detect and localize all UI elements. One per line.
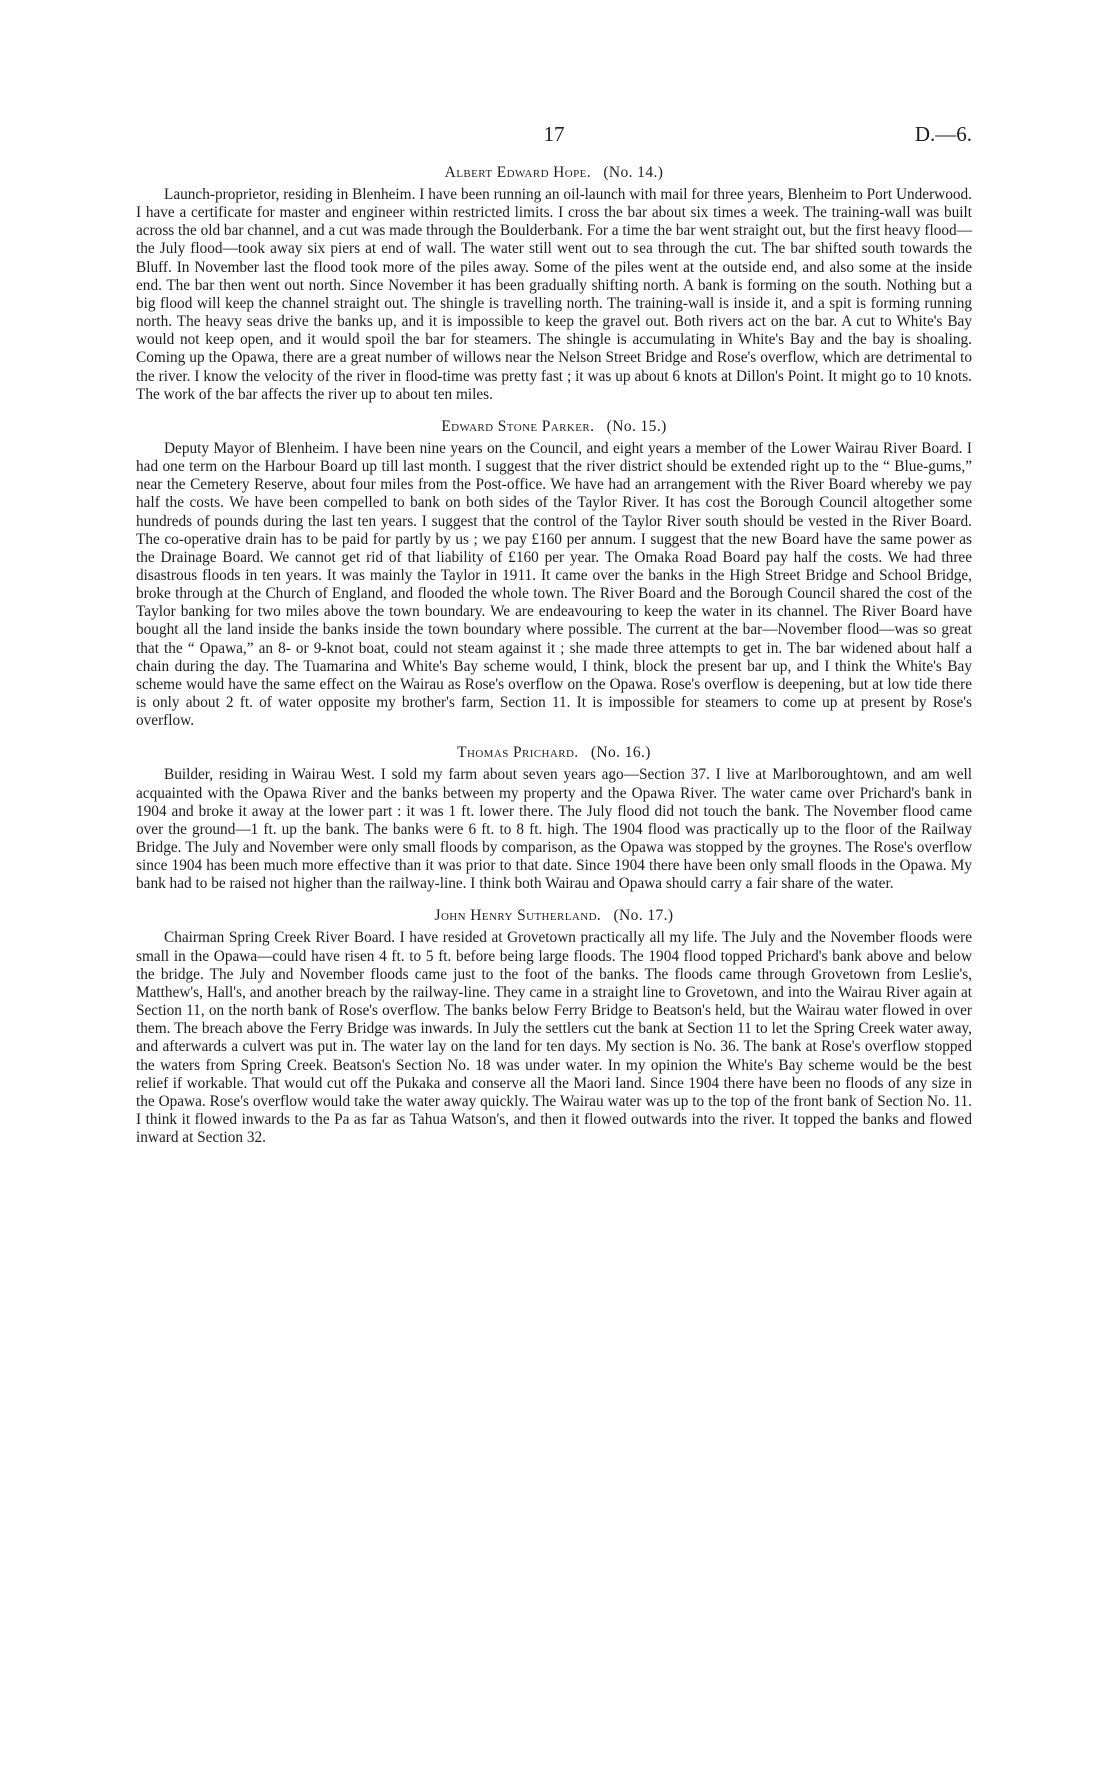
witness-number: (No. 15.) bbox=[606, 417, 667, 435]
witness-number: (No. 16.) bbox=[590, 744, 651, 762]
witness-heading bbox=[136, 418, 972, 436]
witness-name: Edward Stone Parker. bbox=[441, 417, 595, 435]
witness-heading bbox=[136, 164, 972, 182]
testimony-text: Chairman Spring Creek River Board. I have resided at Grovetown practically all my life. The July and the November floods were small in the Opawa—could have risen 4 ft. to 5 ft. before being large floods. The 1904 flood topped Prichard's bank above and below the bridge. The July and November floods came just to the foot of the banks. The floods came through Grovetown from Leslie's, Matthew's, Hall's, and another breach by the railway-line. They came in a straight line to Grovetown, and into the Wairau River again at Section 11, on the north bank of Rose's overflow. The banks below Ferry Bridge to Beatson's held, but the Wairau water flowed in over them. The breach above the Ferry Bridge was inwards. In July the settlers cut the bank at Section 11 to let the Spring Creek water away, and afterwards a culvert was put in. The water lay on the land for ten days. My section is No. 36. The bank at Rose's overflow stopped the waters from Spring Creek. Beatson's Section No. 18 was under water. In my opinion the White's Bay scheme would be the best relief if workable. That would cut off the Pukaka and conserve all the Maori land. Since 1904 there have been no floods of any size in the Opawa. Rose's overflow would take the water away quickly. The Wairau water was up to the top of the front bank of Section No. 11. I think it flowed inwards to the Pa as far as Tahua Watson's, and then it flowed outwards into the river. It topped the banks and flowed inward at Section 32. bbox=[136, 929, 972, 1147]
witness-number: (No. 17.) bbox=[613, 907, 674, 925]
document-reference: D.—6. bbox=[914, 122, 972, 146]
page-number: 17 bbox=[543, 122, 565, 146]
witness-heading bbox=[136, 744, 972, 762]
witness-section-17 bbox=[136, 907, 972, 1147]
witness-heading bbox=[136, 907, 972, 925]
witness-section-15 bbox=[136, 418, 972, 731]
witness-number: (No. 14.) bbox=[603, 164, 664, 181]
testimony-text: Launch-proprietor, residing in Blenheim. I have been running an oil-launch with mail for three years, Blenheim to Port Underwood. I have a certificate for master and engineer within restricted limits. I cross the bar about six times a week. The training-wall was built across the old bar channel, and a cut was made through the Boulderbank. For a time the bar went straight out, but the first heavy flood—the July flood—took away six piers at end of wall. The water still went out to sea through the cut. The bar shifted south towards the Bluff. In November last the flood took more of the piles away. Some of the piles went at the outside end, and also some at the inside end. The bar then went out north. Since November it has been gradually shifting north. A bank is forming on the south. Nothing but a big flood will keep the channel straight out. The shingle is travelling north. The training-wall is inside it, and a spit is forming running north. The heavy seas drive the banks up, and it is impossible to keep the gravel out. Both rivers act on the bar. A cut to White's Bay would not keep open, and it would spoil the bar for steamers. The shingle is accumulating in White's Bay and the bay is shoaling. Coming up the Opawa, there are a great number of willows near the Nelson Street Bridge and Rose's overflow, which are detrimental to the river. I know the velocity of the river in flood-time was pretty fast ; it was up about 6 knots at Dillon's Point. It might go to 10 knots. The work of the bar affects the river up to about ten miles. bbox=[136, 186, 973, 403]
witness-name: John Henry Sutherland. bbox=[434, 907, 602, 925]
witness-section-14 bbox=[136, 164, 972, 404]
witness-name: Thomas Prichard. bbox=[457, 744, 579, 762]
page-header bbox=[136, 120, 972, 160]
document-page bbox=[136, 120, 972, 1147]
testimony-text: Builder, residing in Wairau West. I sold my farm about seven years ago—Section 37. I live at Marlboroughtown, and am well acquainted with the Opawa River and the banks between my property and the Opawa River. The water came over Prichard's bank in 1904 and broke it away at the lower part : it was 1 ft. lower there. The July flood did not touch the bank. The November flood came over the ground—1 ft. up the bank. The banks were 6 ft. to 8 ft. high. The 1904 flood was practically up to the floor of the Railway Bridge. The July and November were only small floods by comparison, as the Opawa was stopped by the groynes. The Rose's overflow since 1904 has been much more effective than it was prior to that date. Since 1904 there have been only small floods in the Opawa. My bank had to be raised not higher than the railway-line. I think both Wairau and Opawa should carry a fair share of the water. bbox=[136, 766, 972, 893]
witness-name: Albert Edward Hope. bbox=[444, 164, 592, 181]
testimony-text: Deputy Mayor of Blenheim. I have been nine years on the Council, and eight years a member of the Lower Wairau River Board. I had one term on the Harbour Board up till last month. I suggest that the river district should be extended right up to the “ Blue-gums,” near the Cemetery Reserve, about four miles from the Post-office. We have had an arrangement with the River Board whereby we pay half the costs. We have been compelled to bank on both sides of the Taylor River. It has cost the Borough Council altogether some hundreds of pounds during the last ten years. I suggest that the control of the Taylor River south should be vested in the River Board. The co-operative drain has to be paid for partly by us ; we pay £160 per annum. I suggest that the new Board have the same power as the Drainage Board. We cannot get rid of that liability of £160 per year. The Omaka Road Board pay half the costs. We had three disastrous floods in ten years. It was mainly the Taylor in 1911. It came over the banks in the High Street Bridge and School Bridge, broke through at the Church of England, and flooded the whole town. The River Board and the Borough Council shared the cost of the Taylor banking for two miles above the town boundary. We are endeavouring to keep the water in its channel. The River Board have bought all the land inside the banks inside the town boundary where possible. The current at the bar—November flood—was so great that the “ Opawa,” an 8- or 9-knot boat, could not steam against it ; she made three attempts to get in. The bar widened about half a chain during the day. The Tuamarina and White's Bay scheme would, I think, block the present bar up, and I think the White's Bay scheme would have the same effect on the Wairau as Rose's overflow on the Opawa. Rose's overflow is deepening, but at low tide there is only about 2 ft. of water opposite my brother's farm, Section 11. It is impossible for steamers to come up at present by Rose's overflow. bbox=[136, 439, 972, 730]
witness-section-16 bbox=[136, 744, 972, 893]
